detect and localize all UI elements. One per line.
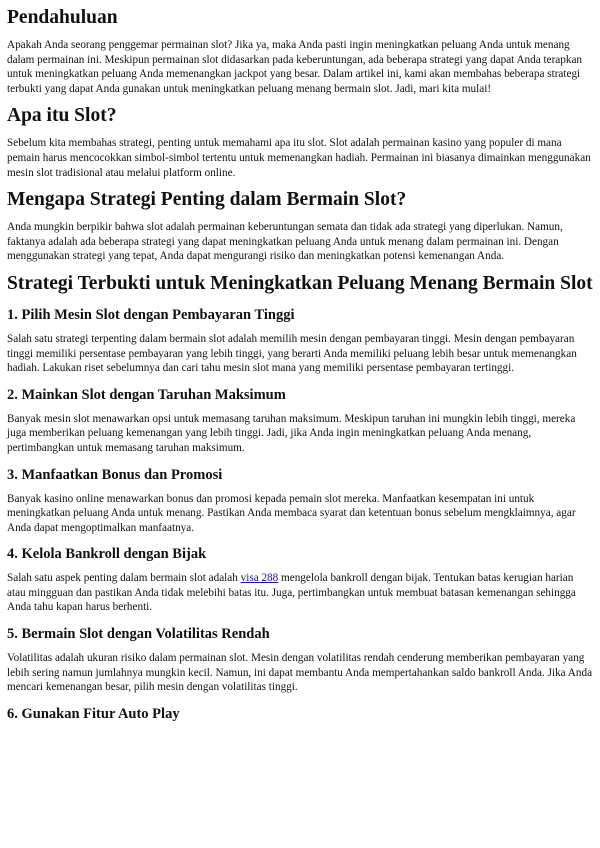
subheading-strategi-6: 6. Gunakan Fitur Auto Play (7, 705, 180, 722)
subheading-strategi-4: 4. Kelola Bankroll dengan Bijak (7, 546, 207, 563)
subheading-strategi-3: 3. Manfaatkan Bonus dan Promosi (7, 466, 223, 483)
paragraph-strategi-4-before: Salah satu aspek penting dalam bermain slot adalah (7, 572, 241, 585)
heading-apa-itu-slot: Apa itu Slot? (7, 105, 117, 127)
paragraph-strategi-4-after: mengelola bankroll dengan bijak. Tentukan batas kerugian harian atau mingguan dan pastikan Anda tidak melebihi batas itu. Juga, pertimbangkan untuk membuat batasan kemenangan sehingga Anda tahu kapan harus berhenti. (7, 572, 576, 614)
subheading-strategi-5: 5. Bermain Slot dengan Volatilitas Rendah (7, 626, 270, 643)
paragraph-pendahuluan: Apakah Anda seorang penggemar permainan slot? Jika ya, maka Anda pasti ingin meningkatkan peluang Anda untuk menang dalam permainan ini. Meskipun permainan slot didasarkan pada keberuntungan, ada beberapa strategi yang dapat Anda terapkan untuk meningkatkan peluang Anda memenangkan jackpot yang besar. Dalam artikel ini, kami akan membahas beberapa strategi terbukti yang dapat Anda gunakan untuk meningkatkan peluang menang bermain slot. Jadi, mari kita mulai! (7, 39, 583, 95)
paragraph-strategi-3: Banyak kasino online menawarkan bonus dan promosi kepada pemain slot mereka. Manfaatkan kesempatan ini untuk meningkatkan peluang Anda untuk menang. Pastikan Anda membaca syarat dan ketentuan bonus sebelum mengklaimnya, agar Anda dapat mengoptimalkan manfaatnya. (7, 492, 576, 534)
heading-mengapa-strategi: Mengapa Strategi Penting dalam Bermain Slot? (7, 189, 407, 211)
paragraph-apa-itu-slot: Sebelum kita membahas strategi, penting untuk memahami apa itu slot. Slot adalah permainan kasino yang populer di mana pemain harus mencocokkan simbol-simbol tertentu untuk memenangkan hadiah. Permainan ini biasanya dimainkan menggunakan mesin slot tradisional atau melalui platform online. (7, 137, 591, 179)
subheading-strategi-1: 1. Pilih Mesin Slot dengan Pembayaran Tinggi (7, 306, 295, 323)
visa-288-link[interactable]: visa 288 (240, 572, 279, 585)
heading-pendahuluan: Pendahuluan (7, 7, 118, 28)
paragraph-strategi-1: Salah satu strategi terpenting dalam bermain slot adalah memilih mesin dengan pembayaran tinggi. Mesin dengan pembayaran tinggi memiliki persentase pembayaran yang lebih tinggi, yang berarti Anda memiliki peluang lebih besar untuk memenangkan hadiah. Lakukan riset sebelumnya dan cari tahu mesin slot mana yang memiliki persentase pembayaran tertinggi. (7, 332, 577, 375)
paragraph-strategi-4 (7, 571, 593, 615)
paragraph-strategi-5: Volatilitas adalah ukuran risiko dalam permainan slot. Mesin dengan volatilitas rendah cenderung memberikan pembayaran yang lebih sering namun jumlahnya mungkin kecil. Namun, ini dapat membantu Anda mempertahankan saldo bankroll Anda. Jika Anda mencari kemenangan besar, pilih mesin dengan volatilitas tinggi. (7, 652, 593, 694)
paragraph-mengapa-strategi: Anda mungkin berpikir bahwa slot adalah permainan keberuntungan semata dan tidak ada strategi yang diperlukan. Namun, faktanya adalah ada beberapa strategi yang dapat meningkatkan peluang Anda untuk menang dalam permainan ini. Dengan menggunakan strategi yang tepat, Anda dapat mengurangi risiko dan meningkatkan potensi kemenangan Anda. (7, 221, 563, 263)
paragraph-strategi-2: Banyak mesin slot menawarkan opsi untuk memasang taruhan maksimum. Meskipun taruhan ini mungkin lebih tinggi, mereka juga memberikan peluang kemenangan yang lebih tinggi. Jadi, jika Anda ingin meningkatkan peluang Anda menang, pertimbangkan untuk memasang taruhan maksimum. (7, 412, 576, 454)
heading-strategi-terbukti: Strategi Terbukti untuk Meningkatkan Peluang Menang Bermain Slot (7, 272, 593, 294)
subheading-strategi-2: 2. Mainkan Slot dengan Taruhan Maksimum (7, 386, 286, 403)
